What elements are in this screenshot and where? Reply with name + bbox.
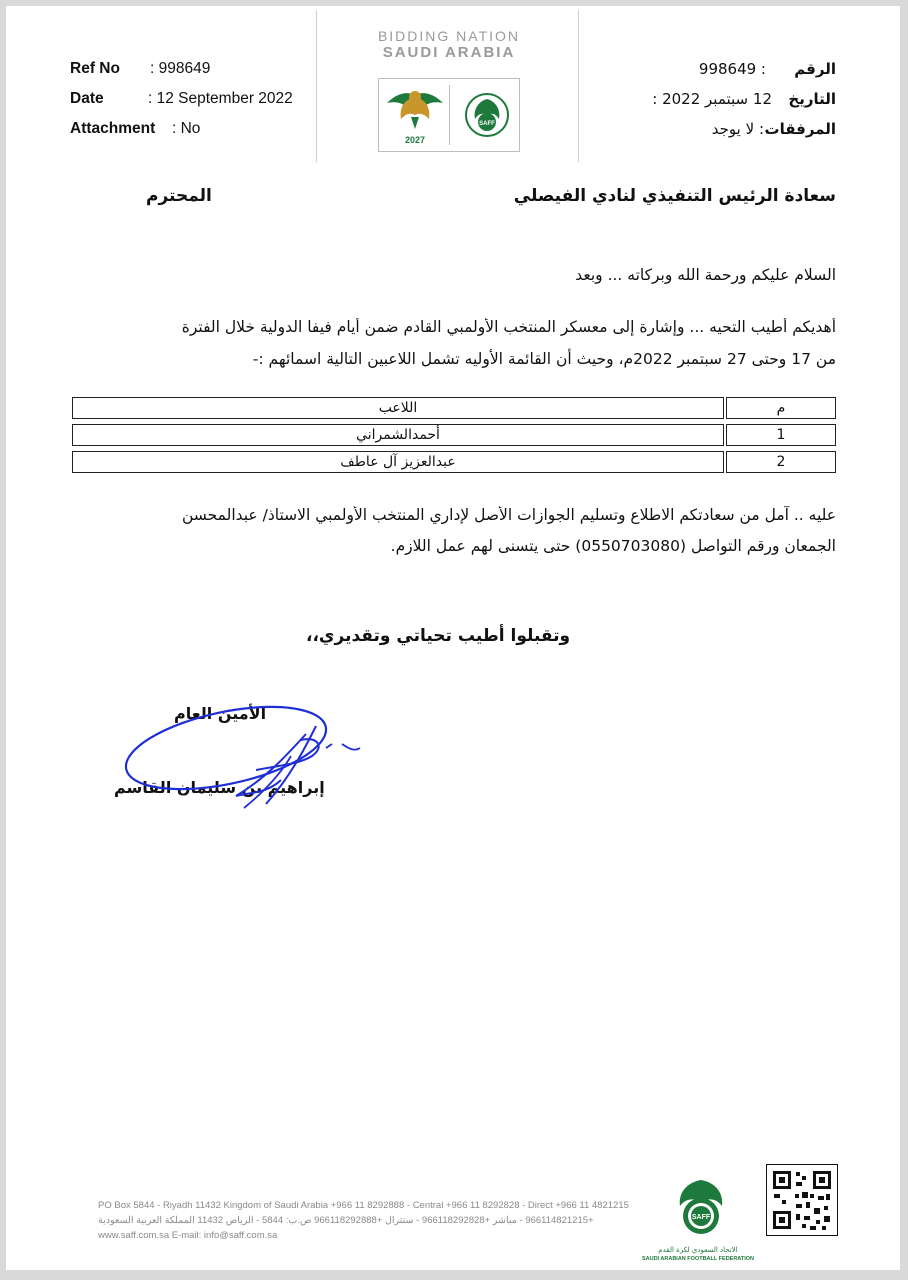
greeting: السلام عليكم ورحمة الله وبركاته ... وبعد — [575, 266, 836, 284]
bid-emblem — [378, 78, 520, 152]
footer-web-line: www.saff.com.sa E-mail: info@saff.com.sa — [98, 1230, 278, 1241]
saff-badge-icon — [463, 91, 511, 139]
footer-federation-ar: الاتحاد السعودي لكرة القدم — [658, 1246, 738, 1254]
attachment-row-en — [70, 120, 201, 138]
attachment-value-ar: : لا يوجد — [711, 120, 764, 138]
bid-logo-text — [376, 28, 522, 62]
addressee: سعادة الرئيس التنفيذي لنادي الفيصلي — [513, 186, 836, 206]
attachment-row-ar — [636, 120, 836, 140]
qr-code-icon[interactable] — [766, 1164, 838, 1236]
saff-badge-text: SAFF — [479, 121, 495, 127]
date-label-en: Date — [70, 90, 104, 107]
table-row-2-player: عبدالعزيز آل عاطف — [72, 451, 724, 473]
table-row-2-num: 2 — [726, 451, 836, 473]
ref-label-ar: الرقم — [794, 60, 836, 78]
footer-federation-en: SAUDI ARABIAN FOOTBALL FEDERATION — [641, 1256, 755, 1262]
bid-year: 2027 — [404, 135, 426, 145]
ref-row-en — [70, 60, 211, 78]
table-header-player: اللاعب — [72, 397, 724, 419]
paragraph-1-line-2: من 17 وحتى 27 سبتمبر 2022م، وحيث أن القائمة الأوليه تشمل اللاعبين التالية اسمائهم :- — [252, 350, 836, 368]
paragraph-1-line-1: أهديكم أطيب التحيه ... وإشارة إلى معسكر المنتخب الأولمبي القادم ضمن أيام فيفا الدولية خلال الفترة — [181, 318, 836, 336]
attachment-label-ar: المرفقات — [764, 120, 836, 138]
table-header-num: م — [726, 397, 836, 419]
ref-value-en: : 998649 — [150, 60, 211, 77]
honorific: المحترم — [146, 186, 212, 206]
footer-arabic-line: +966114821215 - مباشر +966118292828 - سنترال +966118292888 ص.ب: 5844 - الرياض 11432 المملكة العربية السعودية — [98, 1215, 594, 1226]
header-divider-left — [316, 10, 317, 162]
bid-logo-line2: SAUDI ARABIA — [382, 44, 516, 61]
date-row-ar — [636, 90, 836, 110]
signer-title: الأمين العام — [174, 704, 267, 723]
ref-label-en: Ref No — [70, 60, 120, 77]
table-row-1-player: أحمدالشمراني — [72, 424, 724, 446]
date-value-en: : 12 September 2022 — [148, 90, 293, 107]
attachment-label-en: Attachment — [70, 120, 156, 137]
paragraph-2-line-2: الجمعان ورقم التواصل (0550703080) حتى يتسنى لهم عمل اللازم. — [390, 537, 836, 555]
ref-row-ar — [636, 60, 836, 80]
date-label-ar: التاريخ — [788, 90, 836, 108]
saff-footer-badge-text: SAFF — [691, 1214, 711, 1221]
saff-logo-icon — [666, 1176, 736, 1242]
date-value-ar: 12 سبتمبر 2022 : — [652, 90, 772, 108]
ref-value-ar: 998649 : — [698, 60, 766, 78]
footer-address-line: PO Box 5844 - Riyadh 11432 Kingdom of Saudi Arabia +966 11 8292888 - Central +966 11 8292828 - Direct +966 11 4821215 — [98, 1200, 629, 1211]
falcon-icon — [385, 83, 445, 147]
table-row-1-num: 1 — [726, 424, 836, 446]
attachment-value-en: : No — [172, 120, 201, 137]
letter-page — [6, 6, 900, 1270]
signer-name: إبراهيم بن سليمان القاسم — [114, 778, 325, 797]
paragraph-2-line-1: عليه .. آمل من سعادتكم الاطلاع وتسليم الجوازات الأصل لإداري المنتخب الأولمبي الاستاذ/ عبدالمحسن — [182, 506, 836, 524]
closing: وتقبلوا أطيب تحياتي وتقديري،، — [306, 626, 571, 646]
signature — [116, 696, 376, 816]
bid-logo-line1: BIDDING NATION — [377, 28, 521, 44]
date-row-en — [70, 90, 293, 108]
header-divider-right — [578, 10, 579, 162]
